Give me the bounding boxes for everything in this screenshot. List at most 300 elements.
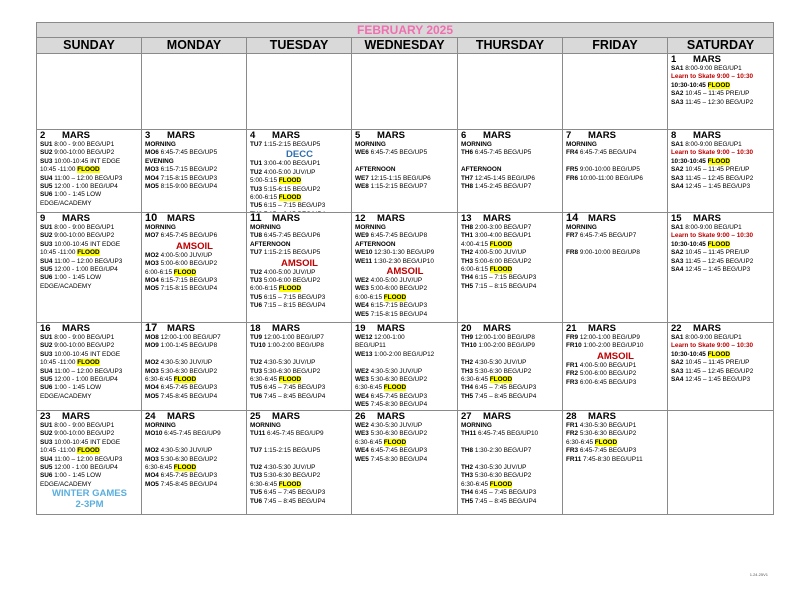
session-text: 8:00 - 9:00 BEG/UP1 bbox=[52, 422, 115, 429]
day-header bbox=[145, 411, 244, 422]
day-number: 15 bbox=[671, 213, 682, 224]
session-text: 6:30-6:45 bbox=[566, 438, 595, 446]
session-code: TU5 bbox=[250, 293, 263, 301]
session-line bbox=[671, 90, 771, 98]
session-text: 8:00 - 9:00 BEG/UP1 bbox=[52, 141, 115, 148]
session-text: 6:45-7:45 BEG/UP4 bbox=[578, 149, 637, 157]
empty-day-cell bbox=[142, 54, 247, 130]
session-code: TU1 bbox=[250, 160, 263, 168]
session-text: 4:00-5:00 JUV/UP bbox=[368, 277, 423, 285]
session-line bbox=[145, 269, 244, 277]
session-code: TU5 bbox=[250, 384, 263, 392]
session-line bbox=[40, 342, 139, 350]
day-number: 28 bbox=[566, 411, 577, 422]
day-cell bbox=[352, 323, 458, 411]
day-cell bbox=[458, 323, 563, 411]
session-code: WE13 bbox=[355, 350, 373, 358]
day-header bbox=[461, 323, 560, 334]
session-code: WE3 bbox=[355, 430, 369, 438]
session-line bbox=[461, 166, 560, 174]
session-line bbox=[566, 334, 665, 342]
learn-to-skate-label: Learn to Skate 9:00 – 10:30 bbox=[671, 342, 754, 350]
session-line bbox=[566, 456, 665, 464]
session-text: 10:45 -11:00 bbox=[40, 447, 78, 455]
calendar-table bbox=[36, 22, 774, 515]
session-text: 6:15-7:15 BEG/UP2 bbox=[158, 166, 218, 174]
session-text: 12:45 – 1:45 BEG/UP3 bbox=[683, 183, 751, 191]
session-code: WE10 bbox=[355, 249, 373, 257]
day-cell bbox=[247, 411, 352, 515]
session-text: 9:00-10:00 BEG/UP2 bbox=[52, 342, 115, 350]
session-line bbox=[250, 384, 349, 392]
day-cell bbox=[668, 323, 774, 411]
session-code: SA4 bbox=[671, 183, 684, 191]
session-text: 9:00-10:00 BEG/UP2 bbox=[52, 232, 115, 240]
session-text: 12:45 – 1:45 BEG/UP3 bbox=[683, 376, 751, 384]
session-text: 12:00 - 1:00 BEG/UP4 bbox=[52, 183, 118, 191]
flood-badge: FLOOD bbox=[707, 350, 730, 358]
session-text: 12:30-1:30 BEG/UP9 bbox=[372, 249, 435, 257]
session-code: SU2 bbox=[40, 430, 53, 438]
week-row bbox=[37, 213, 774, 323]
session-line bbox=[250, 464, 349, 472]
day-cell bbox=[668, 213, 774, 323]
session-line bbox=[250, 177, 349, 185]
session-text: 7:45-8:30 BEG/UP4 bbox=[368, 401, 428, 409]
session-text: 5:00-6:00 BEG/UP2 bbox=[158, 260, 218, 268]
session-line bbox=[250, 302, 349, 310]
session-code: TU3 bbox=[250, 185, 263, 193]
weekday-friday: FRIDAY bbox=[563, 38, 668, 54]
session-code: SA1 bbox=[671, 334, 684, 341]
session-line bbox=[671, 266, 771, 274]
session-code: MO3 bbox=[145, 367, 159, 375]
session-text: EDGE/ACADEMY bbox=[40, 199, 92, 207]
rink-label: MARS bbox=[377, 130, 405, 141]
session-code: AFTERNOON bbox=[355, 166, 396, 174]
day-cell bbox=[352, 130, 458, 213]
session-code: WE4 bbox=[355, 447, 369, 455]
session-code: SA2 bbox=[671, 166, 684, 174]
session-code: AFTERNOON bbox=[355, 240, 396, 248]
session-line bbox=[355, 422, 455, 430]
session-text: 12:45 – 1:45 BEG/UP3 bbox=[683, 266, 751, 274]
session-text: 9:00-10:00 BEG/UP5 bbox=[578, 166, 640, 174]
session-code: TU9 bbox=[250, 334, 263, 341]
session-line bbox=[145, 334, 244, 342]
weekday-thursday: THURSDAY bbox=[458, 38, 563, 54]
session-line bbox=[355, 376, 455, 384]
day-header bbox=[671, 54, 771, 65]
day-cell bbox=[352, 213, 458, 323]
day-header bbox=[461, 213, 560, 224]
session-text: 6:45-7:45 BEG/UP7 bbox=[578, 232, 637, 240]
session-text: 6:15-7:15 BEG/UP3 bbox=[368, 302, 428, 310]
session-line bbox=[145, 141, 244, 149]
session-text: 4:30-5:30 BEG/UP1 bbox=[578, 422, 637, 429]
session-line bbox=[461, 359, 560, 367]
session-line bbox=[250, 149, 349, 160]
weekday-header-row bbox=[37, 38, 774, 54]
session-text: 1:15-2:15 BEG/UP5 bbox=[262, 141, 321, 148]
day-header bbox=[566, 130, 665, 141]
rink-label: MARS bbox=[588, 323, 616, 334]
session-line bbox=[145, 447, 244, 455]
session-line bbox=[355, 241, 455, 249]
amsoil-label: AMSOIL bbox=[176, 240, 213, 252]
session-text: 6:45 – 7:45 BEG/UP3 bbox=[262, 489, 326, 497]
session-line bbox=[40, 447, 139, 455]
flood-badge: FLOOD bbox=[173, 268, 197, 276]
session-line bbox=[355, 249, 455, 257]
session-text: 7:15-8:15 BEG/UP3 bbox=[158, 174, 218, 182]
session-line bbox=[40, 241, 139, 249]
day-number: 5 bbox=[355, 130, 361, 141]
session-code: TU6 bbox=[250, 392, 263, 400]
session-line bbox=[566, 232, 665, 240]
session-text: EDGE/ACADEMY bbox=[40, 480, 92, 488]
session-line bbox=[461, 224, 560, 232]
session-text: 10:00-10:45 INT EDGE bbox=[52, 240, 121, 248]
session-text: 4:00-4:15 bbox=[461, 240, 490, 248]
session-line bbox=[250, 456, 349, 464]
session-line bbox=[566, 370, 665, 378]
session-code: SA3 bbox=[671, 367, 684, 375]
session-line bbox=[461, 489, 560, 497]
day-header bbox=[566, 411, 665, 422]
flood-badge: FLOOD bbox=[77, 447, 100, 455]
rink-label: MARS bbox=[272, 411, 300, 422]
session-text: 6:45 – 7:45 BEG/UP3 bbox=[262, 384, 326, 392]
day-header bbox=[145, 323, 244, 334]
session-code: TH10 bbox=[461, 342, 477, 350]
day-header bbox=[40, 130, 139, 141]
week-row bbox=[37, 323, 774, 411]
session-line bbox=[250, 141, 349, 149]
day-header bbox=[566, 323, 665, 334]
day-cell bbox=[37, 323, 142, 411]
session-line bbox=[145, 430, 244, 438]
session-code: MORNING bbox=[566, 224, 597, 231]
session-text: 1:45-2:45 BEG/UP7 bbox=[473, 183, 532, 191]
session-code: TH2 bbox=[461, 359, 474, 367]
session-code: MO5 bbox=[145, 285, 159, 293]
session-line bbox=[461, 393, 560, 401]
session-code: TH6 bbox=[461, 149, 474, 157]
amsoil-label: AMSOIL bbox=[386, 266, 424, 278]
session-line bbox=[355, 175, 455, 183]
session-text: 7:45-8:30 BEG/UP11 bbox=[581, 455, 643, 463]
session-line bbox=[355, 166, 455, 174]
session-text: 5:00-6:00 BEG/UP2 bbox=[262, 277, 321, 285]
weekday-tuesday: TUESDAY bbox=[247, 38, 352, 54]
session-text: 10:45 – 11:45 PRE/UP bbox=[683, 90, 750, 98]
session-code: WE3 bbox=[355, 285, 369, 293]
rink-label: MARS bbox=[272, 130, 300, 141]
session-line bbox=[461, 368, 560, 376]
session-code: MORNING bbox=[566, 141, 597, 148]
day-number: 3 bbox=[145, 130, 151, 141]
session-code: FR4 bbox=[566, 149, 579, 157]
session-line bbox=[40, 472, 139, 480]
day-number: 24 bbox=[145, 411, 156, 422]
session-text: 7:45 – 8:45 BEG/UP4 bbox=[262, 392, 326, 400]
session-code: WE3 bbox=[355, 376, 369, 384]
session-text: 12:00-1:00 BEG/UP8 bbox=[473, 334, 535, 341]
session-text: 3:00-4:00 BEG/UP1 bbox=[473, 232, 532, 240]
session-line bbox=[671, 359, 771, 367]
session-line bbox=[250, 447, 349, 455]
session-code: SU2 bbox=[40, 232, 53, 240]
session-text: 1:00-2:00 BEG/UP10 bbox=[581, 342, 644, 350]
session-text: 8:15-9:00 BEG/UP4 bbox=[158, 183, 218, 191]
session-text: 9:00-10:00 BEG/UP2 bbox=[52, 430, 115, 438]
session-code: TH8 bbox=[461, 447, 474, 455]
flood-badge: FLOOD bbox=[77, 359, 100, 367]
session-code: FR11 bbox=[566, 455, 582, 463]
session-text: 6:00-6:15 bbox=[145, 268, 174, 276]
session-text: 10:45 – 11:45 PRE/UP bbox=[683, 359, 750, 367]
session-text: 5:30-6:30 BEG/UP2 bbox=[262, 367, 321, 375]
session-text: 4:00-5:00 JUV/UP bbox=[262, 168, 316, 176]
session-line bbox=[250, 269, 349, 277]
session-line bbox=[145, 175, 244, 183]
session-line bbox=[566, 362, 665, 370]
session-text: 12:00 - 1:00 BEG/UP4 bbox=[52, 266, 118, 274]
session-code: WE5 bbox=[355, 310, 369, 318]
session-line bbox=[145, 285, 244, 293]
session-text: 11:00 – 12:00 BEG/UP3 bbox=[52, 367, 123, 375]
rink-label: MARS bbox=[167, 213, 195, 224]
empty-day-cell bbox=[247, 54, 352, 130]
session-line bbox=[355, 430, 455, 438]
session-text: 8:00 - 9:00 BEG/UP1 bbox=[52, 334, 115, 341]
calendar-weeks bbox=[37, 54, 774, 515]
day-number: 1 bbox=[671, 54, 677, 65]
day-cell bbox=[563, 213, 668, 323]
day-header bbox=[40, 213, 139, 224]
title-row bbox=[37, 23, 774, 38]
learn-to-skate-label: Learn to Skate 9:00 – 10:30 bbox=[671, 73, 754, 81]
day-header bbox=[145, 213, 244, 224]
day-header bbox=[40, 411, 139, 422]
session-line bbox=[355, 277, 455, 285]
session-code: 10:30-10:45 bbox=[671, 240, 708, 248]
session-code: WE9 bbox=[355, 232, 369, 240]
session-code: WE2 bbox=[355, 422, 369, 429]
session-code: TH3 bbox=[461, 472, 474, 480]
session-code: TH8 bbox=[461, 224, 474, 231]
session-text: EDGE/ACADEMY bbox=[40, 392, 92, 400]
session-line bbox=[461, 183, 560, 191]
day-number: 6 bbox=[461, 130, 467, 141]
session-line bbox=[250, 422, 349, 430]
session-code: TH5 bbox=[461, 497, 474, 505]
session-text: 4:30-5:30 JUV/UP bbox=[368, 367, 423, 375]
session-line bbox=[355, 334, 455, 342]
session-line bbox=[461, 249, 560, 257]
session-code: TU11 bbox=[250, 430, 266, 438]
day-number: 22 bbox=[671, 323, 682, 334]
empty-day-cell bbox=[458, 54, 563, 130]
session-line bbox=[566, 447, 665, 455]
weekday-saturday: SATURDAY bbox=[668, 38, 774, 54]
calendar-title: FEBRUARY 2025 bbox=[37, 23, 774, 38]
session-line bbox=[566, 379, 665, 387]
day-number: 17 bbox=[145, 323, 158, 334]
rink-label: MARS bbox=[167, 130, 195, 141]
session-text: 1:00 - 1:45 LOW bbox=[52, 384, 102, 392]
session-text: 7:45 – 8:45 BEG/UP4 bbox=[473, 392, 537, 400]
session-text: 7:45-8:45 BEG/UP4 bbox=[158, 392, 218, 400]
session-text: 6:30-6:45 bbox=[461, 480, 490, 488]
day-number: 14 bbox=[566, 213, 579, 224]
flood-badge: FLOOD bbox=[77, 166, 100, 174]
session-code: SU1 bbox=[40, 224, 53, 231]
session-code: SU4 bbox=[40, 257, 53, 265]
session-code: SA2 bbox=[671, 90, 684, 98]
session-code: 10:30-10:45 bbox=[671, 157, 708, 165]
session-text: 6:15 – 7:15 BEG/UP3 bbox=[262, 293, 326, 301]
rink-label: MARS bbox=[693, 213, 721, 224]
session-code: SU3 bbox=[40, 438, 53, 446]
session-code: MO2 bbox=[145, 447, 159, 455]
session-line bbox=[250, 439, 349, 447]
session-line bbox=[250, 258, 349, 269]
session-code: TH8 bbox=[461, 183, 474, 191]
session-line bbox=[40, 274, 139, 282]
session-code: TH3 bbox=[461, 367, 474, 375]
session-code: MORNING bbox=[250, 422, 281, 429]
session-line bbox=[461, 334, 560, 342]
session-text: 6:45-7:45 BEG/UP3 bbox=[578, 447, 637, 455]
day-cell bbox=[668, 54, 774, 130]
session-code: FR1 bbox=[566, 361, 579, 369]
session-line bbox=[461, 175, 560, 183]
session-code: FR8 bbox=[566, 249, 579, 257]
session-line bbox=[145, 481, 244, 489]
session-line bbox=[40, 175, 139, 183]
session-text: 5:30-6:30 BEG/UP2 bbox=[578, 430, 637, 438]
session-code: MORNING bbox=[250, 224, 281, 231]
session-text: 5:30-6:30 BEG/UP2 bbox=[473, 472, 532, 480]
session-line bbox=[145, 158, 244, 166]
session-text: 1:15-2:15 BEG/UP7 bbox=[368, 183, 428, 191]
day-header bbox=[355, 323, 455, 334]
session-code: AFTERNOON bbox=[250, 240, 291, 248]
session-line bbox=[461, 241, 560, 249]
day-cell bbox=[563, 411, 668, 515]
day-number: 4 bbox=[250, 130, 256, 141]
session-code: SU5 bbox=[40, 376, 53, 384]
session-text: 4:30-5:30 JUV/UP bbox=[368, 422, 423, 429]
session-code: TU7 bbox=[250, 141, 263, 148]
session-line bbox=[461, 481, 560, 489]
flood-badge: FLOOD bbox=[707, 157, 730, 165]
session-text: 10:00-10:45 INT EDGE bbox=[52, 438, 121, 446]
session-code: SU2 bbox=[40, 342, 53, 350]
session-line bbox=[40, 422, 139, 430]
weekday-sunday: SUNDAY bbox=[37, 38, 142, 54]
session-line bbox=[355, 232, 455, 240]
session-text: 9:00-10:00 BEG/UP2 bbox=[52, 149, 115, 157]
session-line bbox=[40, 464, 139, 472]
session-line bbox=[566, 175, 665, 183]
session-text: 6:00-6:15 bbox=[250, 194, 279, 202]
session-text: 5:00-6:00 BEG/UP2 bbox=[473, 257, 532, 265]
session-code: TH4 bbox=[461, 384, 474, 392]
flood-badge: FLOOD bbox=[489, 240, 513, 248]
session-code: TU6 bbox=[250, 497, 263, 505]
session-code: WE4 bbox=[355, 392, 369, 400]
flood-badge: FLOOD bbox=[278, 376, 302, 384]
day-cell bbox=[247, 130, 352, 213]
session-text: 8:00-9:00 BEG/UP1 bbox=[683, 224, 742, 231]
session-code: TU2 bbox=[250, 268, 263, 276]
session-line bbox=[671, 241, 771, 249]
session-code: WE7 bbox=[355, 174, 369, 182]
session-code: MORNING bbox=[461, 422, 492, 429]
day-cell bbox=[37, 130, 142, 213]
day-header bbox=[145, 130, 244, 141]
rink-label: MARS bbox=[62, 213, 90, 224]
session-line bbox=[566, 224, 665, 232]
session-line bbox=[461, 376, 560, 384]
day-header bbox=[250, 323, 349, 334]
session-line bbox=[250, 342, 349, 350]
session-line bbox=[40, 149, 139, 157]
session-text: 7:15 – 8:15 BEG/UP4 bbox=[262, 302, 326, 310]
flood-badge: FLOOD bbox=[489, 266, 513, 274]
session-text: 12:00-1:00 BEG/UP9 bbox=[578, 334, 640, 341]
session-text: 11:45 – 12:30 BEG/UP2 bbox=[683, 98, 754, 106]
session-line bbox=[145, 384, 244, 392]
session-line bbox=[250, 169, 349, 177]
session-text: 1:00-2:00 BEG/UP8 bbox=[265, 342, 324, 350]
session-line bbox=[671, 224, 771, 232]
session-text: 11:45 – 12:45 BEG/UP2 bbox=[683, 174, 754, 182]
session-line bbox=[250, 368, 349, 376]
session-line bbox=[250, 194, 349, 202]
session-text: 6:45-7:45 BEG/UP6 bbox=[262, 232, 321, 240]
session-line bbox=[145, 252, 244, 260]
session-line bbox=[250, 285, 349, 293]
day-cell bbox=[142, 411, 247, 515]
session-code: SU1 bbox=[40, 334, 53, 341]
session-text: 11:45 – 12:45 BEG/UP2 bbox=[683, 257, 754, 265]
session-code: SA3 bbox=[671, 257, 684, 265]
session-text: 6:00-6:15 bbox=[461, 266, 490, 274]
session-line bbox=[250, 393, 349, 401]
weekday-wednesday: WEDNESDAY bbox=[352, 38, 458, 54]
session-text: 8:00-9:00 BEG/UP1 bbox=[683, 141, 742, 148]
session-code: FR1 bbox=[566, 422, 579, 429]
day-cell bbox=[142, 323, 247, 411]
session-line bbox=[40, 334, 139, 342]
session-line bbox=[566, 430, 665, 438]
amsoil-label: AMSOIL bbox=[281, 257, 318, 269]
session-code: MORNING bbox=[145, 422, 176, 429]
session-text: 6:45-7:45 BEG/UP9 bbox=[265, 430, 324, 438]
session-text: 6:30-6:45 bbox=[145, 376, 174, 384]
session-line bbox=[145, 472, 244, 480]
session-text: 1:15-2:15 BEG/UP5 bbox=[262, 447, 321, 455]
day-number: 19 bbox=[355, 323, 366, 334]
day-number: 12 bbox=[355, 213, 366, 224]
day-header bbox=[355, 213, 455, 224]
session-line bbox=[145, 456, 244, 464]
session-text: 12:00-1:00 bbox=[372, 334, 405, 341]
